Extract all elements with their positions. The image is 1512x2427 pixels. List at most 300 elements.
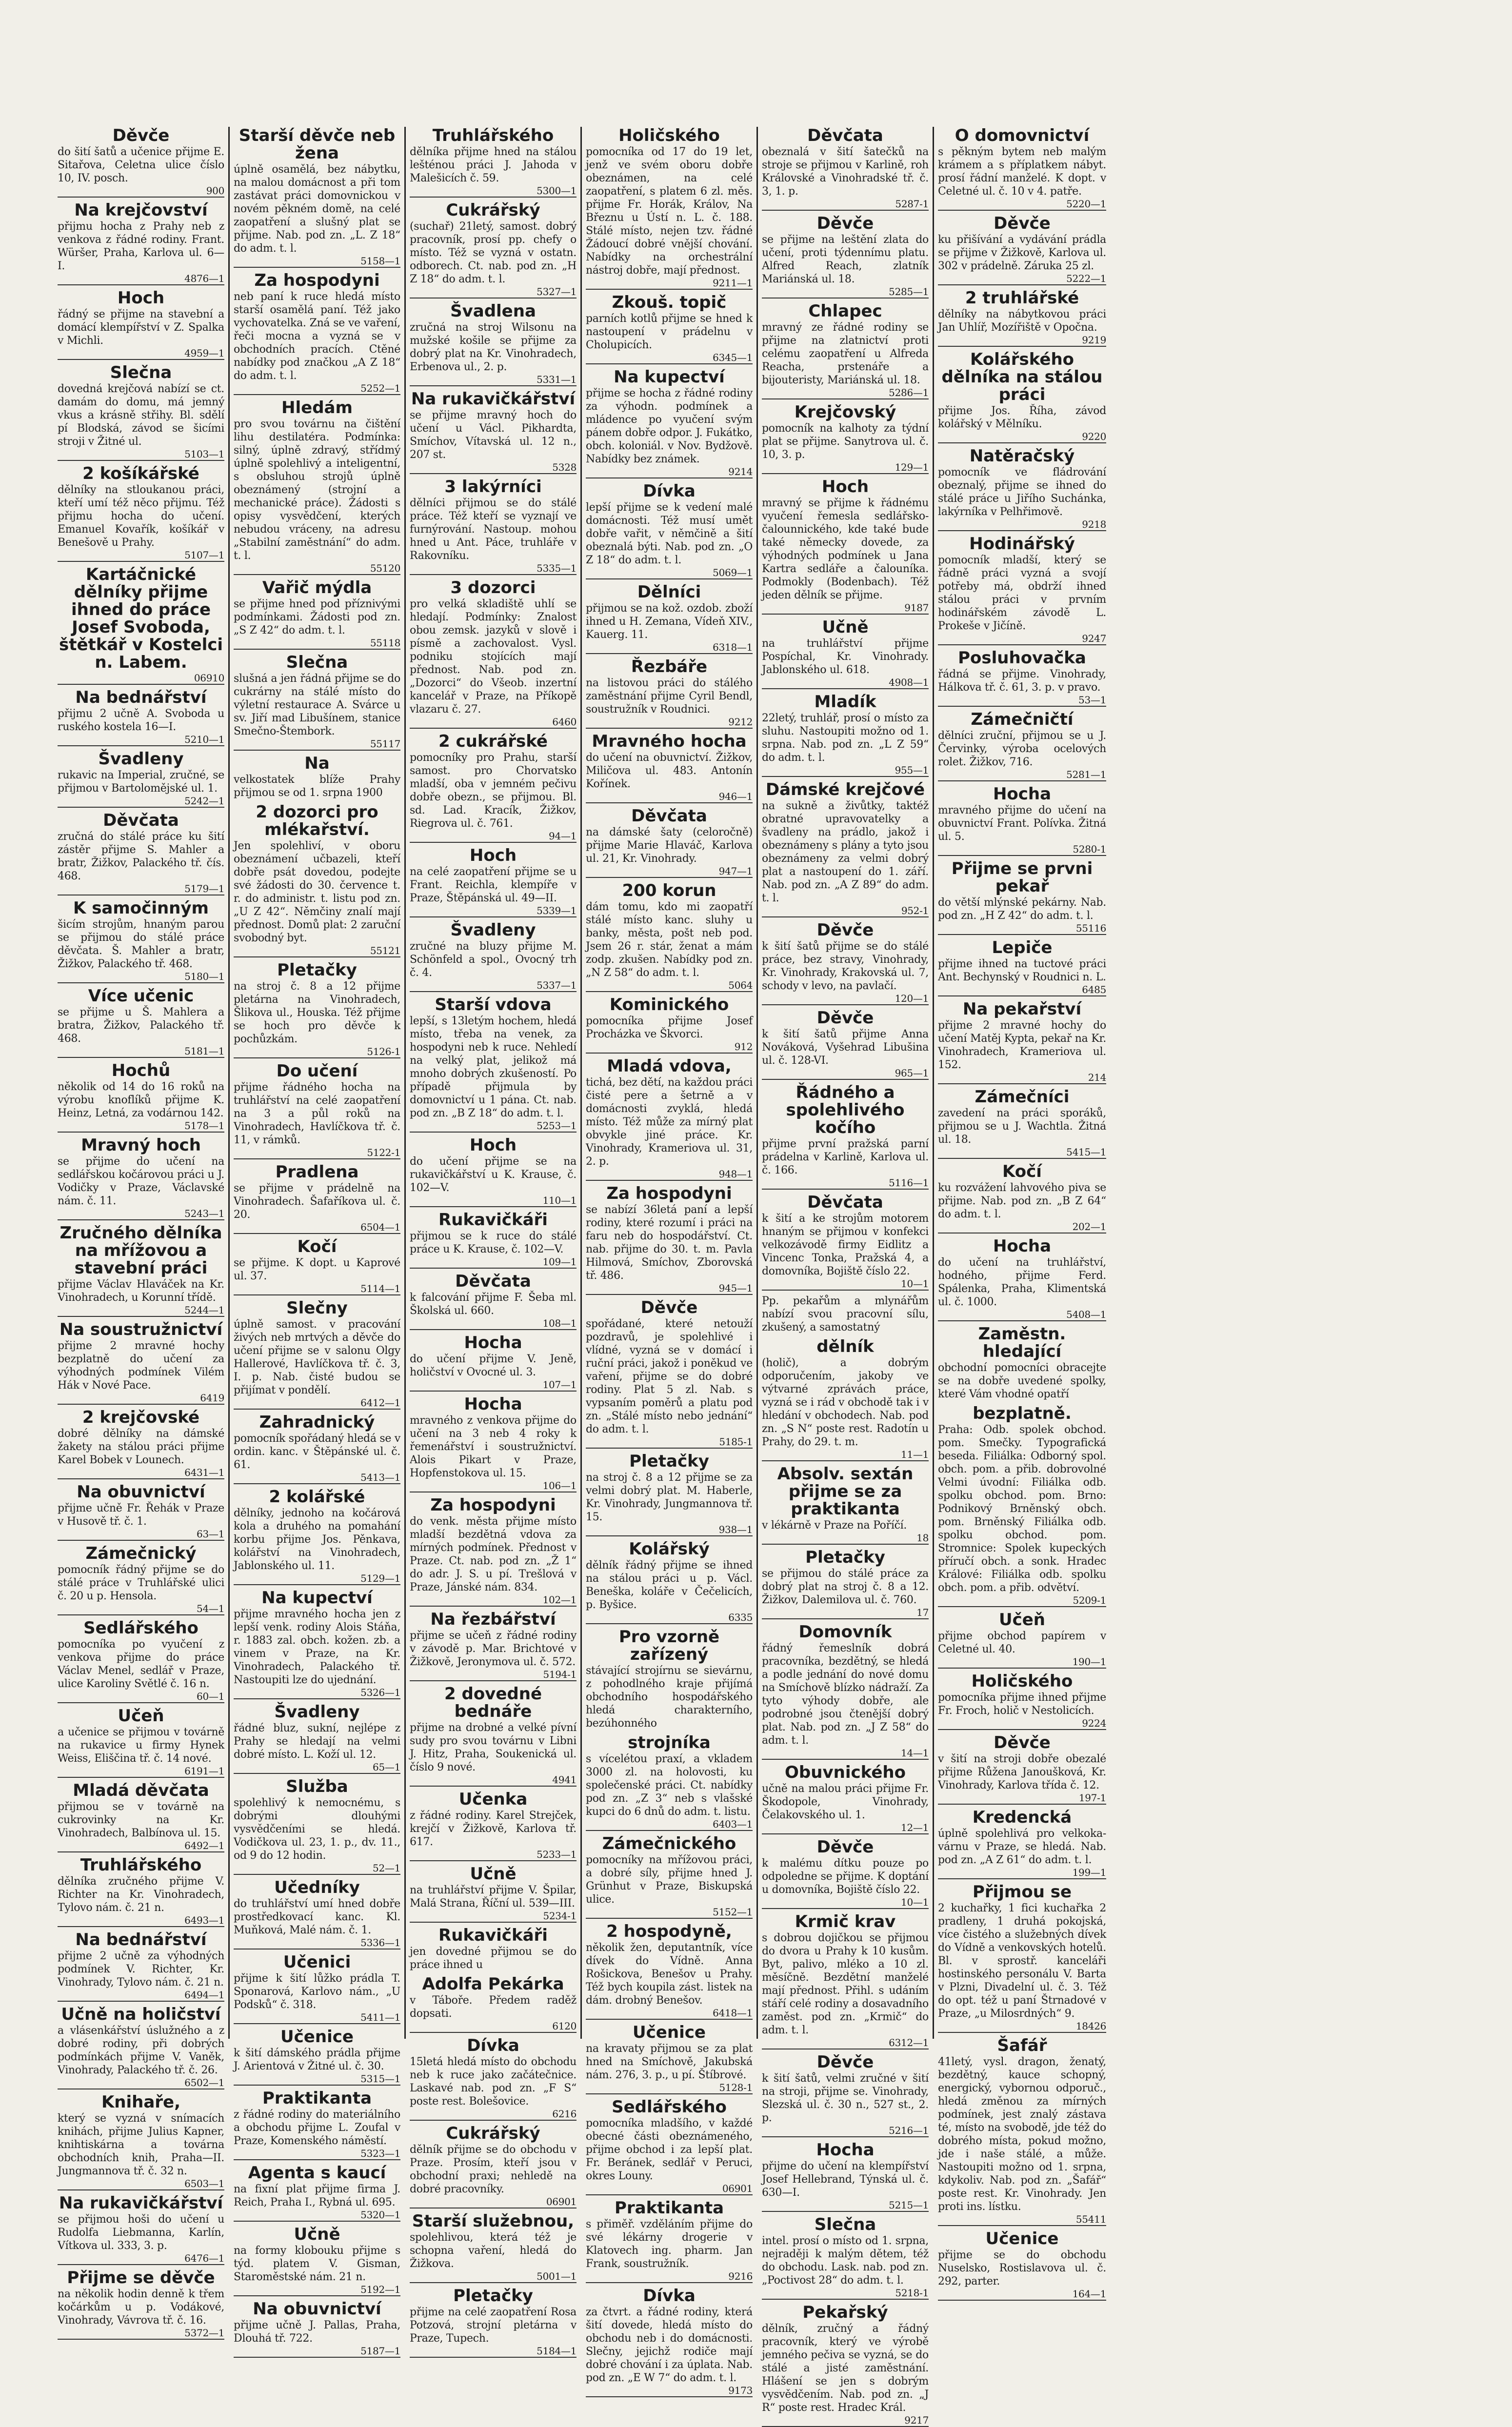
ad-text: do větší mlýnské pekárny. Nab. pod zn. „H Z 42“ do adm. t. l. <box>938 896 1106 922</box>
ad-code: 6476—1 <box>58 2252 224 2265</box>
ad-title: Kredencká <box>972 1808 1072 1827</box>
ad-title: Praktikanta <box>262 2089 372 2108</box>
ad-title: 3 lakýrníci <box>444 477 542 497</box>
ad-title: Na řezbářství <box>430 1610 556 1629</box>
classified-ad <box>586 1734 753 1831</box>
classified-ad <box>762 2141 929 2212</box>
ad-text: na dámské šaty (celoročně) přijme Marie Hlaváč, Karlova ul. 21, Kr. Vinohrady. <box>586 826 753 865</box>
ad-code: 6503—1 <box>58 2178 224 2190</box>
ad-text: přijmou se na kož. ozdob. zboží ihned u H. Zemana, Vídeň XIV., Kauerg. 11. <box>586 602 753 641</box>
classified-ad <box>762 1338 929 1461</box>
ad-text: zavedení na práci sporáků, přijmou se u J. Wachtla. Žitná ul. 18. <box>938 1107 1106 1146</box>
ad-title: Přijmou se <box>972 1882 1072 1902</box>
classified-ad <box>58 1545 224 1615</box>
ad-text: dělníky na nábytkovou práci Jan Uhlíř, Mozířiště v Opočna. <box>938 308 1106 334</box>
ad-code: 5337—1 <box>410 979 577 992</box>
classified-ad <box>410 1211 577 1269</box>
ad-title: K samočinným <box>73 898 209 918</box>
ad-text: dovedná krejčová nabízí se ct. damám do domu, má jemný vkus a krásně střihy. Bl. sdělí pí Blodská, závod se šicími stroji v Žitné ul. <box>58 383 224 448</box>
classified-ad <box>762 921 929 1005</box>
ad-code: 14—1 <box>762 1747 929 1760</box>
ad-text: přijme do učení na klempířství Josef Hellebrand, Týnská ul. č. 630—I. <box>762 2160 929 2199</box>
ad-text: lepší, s 13letým hochem, hledá místo, třeba na venek, za hospodyni neb k ruce. Nehledí na velký plat, jelikož má mnoho dobrých zkušeností. Po případě přijmula by domovnictví u 1 pána. Ct. nab. pod zn. „B Z 18“ do adm. t. l. <box>410 1015 577 1119</box>
ad-text: dělníky, jednoho na kočárová kola a druhého na pomahání korbu přijme Jos. Pěnkava, kolářství na Vinohradech, Jablonského ul. 11. <box>234 1507 400 1572</box>
ad-text: pomocníka přijme ihned přijme Fr. Froch, holič v Nestolicích. <box>938 1691 1106 1717</box>
ad-title: Učně na holičství <box>61 2005 221 2024</box>
ad-code: 10—1 <box>762 1278 929 1291</box>
ad-text: mravného z venkova přijme do učení na 3 neb 4 roky k řemenářství i soustružnictví. Alois Pikart v Praze, Hopfenstokova ul. 15. <box>410 1414 577 1479</box>
ad-code: 6485 <box>938 984 1106 996</box>
ad-text: přijme na drobné a velké pívní sudy pro svou továrnu v Libni J. Hitz, Praha, Soukenická ul. číslo 9 nové. <box>410 1722 577 1773</box>
ad-text: za čtvrt. a řádné rodiny, která šití dovede, hledá místo do obchodu neb i do domácnosti. Slečny, jejichž rodiče mají dobré chování i za úplata. Nab. pod zn. „E W 7“ do adm. t. l. <box>586 2306 753 2384</box>
classified-ad <box>234 579 400 650</box>
ad-code: 900 <box>58 185 224 198</box>
ad-text: na celé zaopatření přijme se u Frant. Reichla, klempíře v Praze, Štěpánská ul. 49—II. <box>410 866 577 904</box>
ad-text: do truhlářství umí hned dobře prostředkovací kanc. Kl. Muňková, Malé nám. č. 1. <box>234 1898 400 1936</box>
ad-text: dělníka zručného přijme V. Richter na Kr. Vinohradech, Tylovo nám. č. 21 n. <box>58 1875 224 1914</box>
ad-code: 6318—1 <box>586 641 753 654</box>
ad-code: 94—1 <box>410 830 577 843</box>
ad-code: 5320—1 <box>234 2209 400 2222</box>
ad-code: 9173 <box>586 2385 753 2397</box>
ad-code: 5114—1 <box>234 1283 400 1295</box>
ad-code: 5069—1 <box>586 567 753 579</box>
ad-code: 9217 <box>762 2414 929 2427</box>
ad-text: mravný ze řádné rodiny se přijme na zlatnictví proti celému zaopatření u Alfreda Reacha, prstenáře a bijouteristy, Mariánská ul. 18. <box>762 321 929 386</box>
classified-ad <box>58 201 224 285</box>
ad-code: 5242—1 <box>58 795 224 808</box>
ad-title: Hledám <box>281 398 353 418</box>
ad-text: přijme ihned na tuctové práci Ant. Bechynský v Roudnici n. L. <box>938 958 1106 983</box>
ad-text: přijme 2 učně za výhodných podmínek V. Richter, Kr. Vinohrady, Tylovo nám. č. 21 n. <box>58 1950 224 1989</box>
classified-ad <box>586 1835 753 1919</box>
classified-ad <box>410 2287 577 2358</box>
ad-title: Hoch <box>821 477 869 497</box>
classified-ad <box>234 2028 400 2086</box>
ad-text: z řádné rodiny do materiálního a obchodu přijme L. Zoufal v Praze, Komenského náměstí. <box>234 2109 400 2147</box>
classified-ad <box>938 939 1106 996</box>
ad-code: 5335—1 <box>410 562 577 575</box>
ad-code: 4941 <box>410 1774 577 1787</box>
ad-title: Hoch <box>117 288 165 308</box>
ad-code: 6191—1 <box>58 1765 224 1778</box>
ad-title: Učenici <box>283 1952 351 1972</box>
ad-text: přijme mravného hocha jen z lepší venk. rodiny Alois Stáňa, r. 1883 zal. obch. kožen. zb. a vinem v Praze, na Kr. Vinohradech, Palackého tř. Nastoupiti lze do ujednání. <box>234 1608 400 1686</box>
ad-code: 5209-1 <box>938 1594 1106 1607</box>
classified-ad <box>938 2230 1106 2301</box>
classified-ad <box>938 1809 1106 1879</box>
ad-title: Děvče <box>816 920 874 940</box>
ad-text: spořádané, které netouží pozdravů, je spolehlivé i vlídné, vyzná se v domácí i ruční práci, jakož i poněkud ve vaření, přijme se do dobré rodiny. Plat 5 zl. Nab. s vypsaním poměrů a platu pod zn. „Stálé místo nebo jednání“ do adm. t. l. <box>586 1318 753 1435</box>
ad-code: 6494—1 <box>58 1989 224 2002</box>
ad-code: 60—1 <box>58 1691 224 1703</box>
ad-text: přijme Jos. Říha, závod kolářský v Mělníku. <box>938 405 1106 430</box>
ad-text: 22letý, truhlář, prosí o místo za sluhu. Nastoupiti možno od 1. srpna. Nab. pod zn. „L Z 59“ do adm. t. l. <box>762 712 929 764</box>
ad-title: Učně <box>822 617 869 637</box>
classified-ad <box>58 1707 224 1778</box>
ad-text: k falcování přijme F. Šeba ml. Školská ul. 660. <box>410 1292 577 1317</box>
ad-column <box>54 126 230 2339</box>
ad-code: 107—1 <box>410 1379 577 1392</box>
ad-text: několik žen, deputantník, více dívek do Vídně. Anna Rošickova, Benešov u Prahy. Též bych koupila zást. listek na dám. drobný Benešov. <box>586 1942 753 2007</box>
classified-ad <box>586 2199 753 2283</box>
ad-code: 6412—1 <box>234 1397 400 1410</box>
ad-text: se nabízí 36letá paní a lepší rodiny, které rozumí i práci na faru neb do hospodářství. Ct. nab. přijme do 30. t. m. Pavla Hilmová, Smíchov, Zborovská tř. 486. <box>586 1204 753 1282</box>
classified-ad <box>58 1483 224 1541</box>
ad-title: Děvčata <box>807 126 883 145</box>
classified-ad <box>762 1764 929 1834</box>
ad-text: s dobrou dojičkou se přijmou do dvora u Prahy k 10 kusům. Byt, palivo, mléko a 10 zl. měsíčně. Bezdětní manželé mají přednost. Přihl. s udáním stáří celé rodiny a dosavadního zaměst. pod zn. „Krmič“ do adm. t. l. <box>762 1932 929 2036</box>
ad-title: Na obuvnictví <box>253 2299 381 2319</box>
classified-ad <box>938 1611 1106 1669</box>
ad-code: 9219 <box>938 334 1106 347</box>
classified-ad <box>762 1913 929 2049</box>
classified-ad <box>762 618 929 689</box>
ad-title: Šafář <box>997 2036 1047 2055</box>
classified-ad <box>58 689 224 746</box>
ad-text: mravného přijme do učení na obuvnictví Frant. Polívka. Žitná ul. 5. <box>938 804 1106 843</box>
ad-title: dělník <box>816 1337 874 1356</box>
ad-title: Řezbáře <box>631 657 708 676</box>
ad-title: bezplatně. <box>973 1404 1072 1423</box>
ad-title: Chlapec <box>808 301 882 321</box>
ad-text: zručná na stroj Wilsonu na mužské košile se přijme za dobrý plat na Kr. Vinohradech, Erbenova ul., 2. p. <box>410 321 577 373</box>
ad-code: 106—1 <box>410 1480 577 1492</box>
ad-title: Hoch <box>469 846 517 865</box>
ad-text: Pp. pekařům a mlynářům nabízí svou pracovní sílu, zkušený, a samostatný <box>762 1295 929 1333</box>
ad-title: Krejčovský <box>794 402 896 422</box>
classified-ad <box>586 2098 753 2195</box>
ad-title: Dámské krejčové <box>765 780 925 799</box>
ad-code: 12—1 <box>762 1822 929 1834</box>
ad-title: Slečna <box>286 653 348 672</box>
classified-ad <box>410 2037 577 2121</box>
classified-ad <box>586 2287 753 2397</box>
ad-code: 5287-1 <box>762 198 929 211</box>
ad-code: 5185-1 <box>586 1436 753 1449</box>
ad-text: k šití šatů přijme se do stálé práce, bez stravy, Vinohrady, Kr. Vinohrady, Krakovská ul. 7, schody v levo, na pavlačí. <box>762 940 929 992</box>
classified-ad <box>410 1975 577 2033</box>
ad-code: 55116 <box>938 922 1106 935</box>
ad-code: 18426 <box>938 2020 1106 2033</box>
ad-text: velkostatek blíže Prahy přijmou se od 1. srpna 1900 <box>234 774 400 799</box>
ad-code: 5233—1 <box>410 1849 577 1861</box>
classified-ad <box>234 1299 400 1410</box>
classified-ad <box>410 1611 577 1681</box>
ad-code: 952-1 <box>762 905 929 917</box>
ad-text: se přijme na leštění zlata do učení, proti týdennímu platu. Alfred Reach, zlatník Mariánská ul. 18. <box>762 234 929 285</box>
ad-title: Na kupectví <box>261 1588 373 1608</box>
ad-text: 15letá hledá místo do obchodu neb k ruce jako začátečnice. Laskavé nab. pod zn. „F S“ poste rest. Bolešovice. <box>410 2056 577 2108</box>
ad-title: Kočí <box>297 1237 337 1256</box>
classified-ad <box>234 1703 400 1774</box>
classified-ad <box>58 1931 224 2002</box>
ad-text: obchodní pomocníci obracejte se na dobře uvedené spolky, které Vám vhodné opatří <box>938 1362 1106 1400</box>
ad-text: pomocníka mladšího, v každé obecné části obeznámeného, přijme obchod i za lepší plat. Fr. Beránek, sedlář v Peruci, okres Louny. <box>586 2117 753 2182</box>
classified-ad <box>762 781 929 917</box>
ad-title: Mladá děvčata <box>73 1781 209 1800</box>
classified-ad <box>234 1413 400 1484</box>
ad-text: dobré dělníky na dámské žakety na stálou práci přijme Karel Bobek v Lounech. <box>58 1428 224 1466</box>
ad-text: přijme Václav Hlaváček na Kr. Vinohradech, u Korunní třídě. <box>58 1278 224 1304</box>
ad-code: 9211—1 <box>586 277 753 290</box>
ad-code: 9214 <box>586 466 753 478</box>
ad-text: obeznalá v šití šatečků na stroje se přijmou v Karlině, roh Královské a Vinohradské tř. č. 3, 1. p. <box>762 146 929 198</box>
classified-ad <box>938 1734 1106 1805</box>
classified-ad <box>58 812 224 895</box>
ad-text: Jen spolehliví, v oboru obeznámení učbazeli, kteří dobře psát dovedou, podejte své žádosti do 30. července t. r. do administr. t. listu pod zn. „U Z 42“. Němčiny znalí mají přednost. Domů plat: 2 zaruční svobodný byt. <box>234 840 400 944</box>
ad-text: (holič), a dobrým odporučením, jakoby ve výtvarné zprávách práce, vyzná se i rád v obchodě tak i v hledání v obchodech. Nab. pod zn. „S N“ poste rest. Radotín u Prahy, do 29. t. m. <box>762 1357 929 1448</box>
ad-title: Cukrářský <box>446 200 540 220</box>
ad-code: 912 <box>586 1041 753 1054</box>
ad-text: se přijme hned pod příznivými podmínkami. Žádosti pod zn. „S Z 42“ do adm. t. l. <box>234 598 400 637</box>
classified-ad <box>410 579 577 729</box>
ad-code: 6120 <box>410 2020 577 2033</box>
ad-text: přijmou se v továrně na cukrovinky na Kr. Vinohradech, Balbínova ul. 15. <box>58 1801 224 1839</box>
ad-title: Hocha <box>464 1333 522 1353</box>
ad-code: 199—1 <box>938 1867 1106 1879</box>
ad-text: spolehlivou, která též je schopna vaření, hledá do Žižkova. <box>410 2231 577 2270</box>
classified-ad <box>586 583 753 654</box>
ad-text: který se vyzná v snímacích knihách, přijme Julius Kapner, knihtiskárna a továrna obchodních knih, Praha—II. Jungmannova tř. č. 32 n. <box>58 2112 224 2177</box>
ad-title: Děvčata <box>807 1193 883 1212</box>
ad-code: 65—1 <box>234 1761 400 1774</box>
ad-text: několik od 14 do 16 roků na výrobu knoflíků přijme K. Heinz, Letná, za vodárnou 142. <box>58 1081 224 1119</box>
ad-title: Hocha <box>993 1236 1052 1256</box>
classified-ad <box>586 482 753 579</box>
ad-code: 6460 <box>410 716 577 729</box>
ad-title: Učenice <box>280 2027 354 2047</box>
ad-title: Slečna <box>814 2215 876 2234</box>
classified-ad <box>586 882 753 992</box>
classified-ad <box>938 649 1106 707</box>
ad-title: Adolfa Pekárka <box>422 1974 564 1994</box>
ad-code: 4876—1 <box>58 273 224 285</box>
ad-text: dám tomu, kdo mi zaopatří stálé místo kanc. sluhy u banky, města, pošt neb pod. Jsem 26 r. stár, ženat a mám zodp. zkušen. Nabídky pod zn. „N Z 58“ do adm. t. l. <box>586 901 753 979</box>
classified-ad <box>234 755 400 799</box>
ad-code: 9216 <box>586 2270 753 2283</box>
ad-code: 5103—1 <box>58 448 224 461</box>
ad-title: Hocha <box>816 2140 875 2160</box>
ad-title: Učeň <box>118 1706 164 1726</box>
ad-code: 54—1 <box>58 1603 224 1615</box>
ad-column <box>230 126 406 2357</box>
ad-title: Děvčata <box>631 806 707 826</box>
ad-text: Praha: Odb. spolek obchod. pom. Smečky. Typografická beseda. Filiálka: Odborný spol. obch. pom. a přib. dobrovolné Velmi úvodní: Filiálka odb. spolku obchod. pom. Brno: Podnikový Brněnský obch. pom. Brněnský Filiálka odb. spolku obchod. pom. Stromnice: Spolek kupeckých příručí obch. a sonk. Hradec Králové: Filiálka odb. spolku obch. pom. a přib. odvětví. <box>938 1424 1106 1594</box>
ad-code: 214 <box>938 1072 1106 1084</box>
ad-title: Kolářského dělníka na stálou práci <box>941 350 1103 404</box>
ad-text: dělníka přijme hned na stálou lešténou práci J. Jahoda v Malešicích č. 59. <box>410 146 577 184</box>
ad-title: Krmič krav <box>795 1912 896 1931</box>
classified-ad <box>586 1299 753 1449</box>
classified-ad <box>234 272 400 395</box>
ad-title: Na kupectví <box>614 367 725 387</box>
ad-code: 110—1 <box>410 1194 577 1207</box>
ad-title: Na <box>304 754 330 773</box>
classified-ads-page <box>54 126 1463 2426</box>
ad-title: Agenta s kaucí <box>248 2163 386 2183</box>
ad-text: zručná do stálé práce ku šití zástěr přijme S. Mahler a bratr, Žižkov, Palackého tř. čís. 468. <box>58 831 224 882</box>
classified-ad <box>586 1923 753 2020</box>
ad-title: Absolv. sextán přijme se za praktikanta <box>777 1464 914 1519</box>
ad-code: 5326—1 <box>234 1687 400 1699</box>
ad-title: O domovnictví <box>955 126 1090 145</box>
ad-text: úplně samost. v pracování živých neb mrtvých a děvče do učení přijme se v salonu Olgy Hallerové, Havlíčkova tř. č. 3, I. p. Nab. čisté budou se přijímat v pondělí. <box>234 1318 400 1396</box>
ad-text: přijme učně Fr. Řehák v Praze v Husově tř. č. 1. <box>58 1502 224 1528</box>
classified-ad <box>586 294 753 364</box>
ad-text: na truhlářství přijme V. Špilar, Malá Strana, Říční ul. 539—III. <box>410 1884 577 1910</box>
ad-text: k šití a ke strojům motorem hnaným se přijmou v konfekci velkozávodě firmy Eidlitz a Vincenc Tonka, Pražská 4, a domovníka, Bojiště číslo 22. <box>762 1213 929 1277</box>
ad-title: Učně <box>294 2225 340 2244</box>
ad-title: Holičského <box>971 1671 1073 1691</box>
ad-code: 5339—1 <box>410 905 577 917</box>
ad-code: 9187 <box>762 602 929 615</box>
ad-title: Holičského <box>618 126 720 145</box>
ad-text: s vícelétou praxí, a vkladem 3000 zl. na holovosti, ku společenské práci. Ct. nabídky pod zn. „Z 3“ neb s vlašské kupci do 6 dnů do adm. t. listu. <box>586 1753 753 1818</box>
classified-ad <box>410 2212 577 2283</box>
classified-ad <box>586 2024 753 2094</box>
ad-text: dělníky na stloukanou práci, kteří umí též něco přijmu. Též přijmu hocha do učení. Emanuel Kovařík, košíkář v Benešově u Prahy. <box>58 484 224 549</box>
ad-code: 947—1 <box>586 865 753 878</box>
classified-ad <box>234 961 400 1058</box>
ad-title: Rukavičkáři <box>438 1926 548 1945</box>
ad-text: úplně osamělá, bez nábytku, na malou domácnost a při tom zastávat práci domovnickou v novém pěkném domě, na celé zaopatření a slušný plat se přijme. Nab. pod zn. „L. Z 18“ do adm. t. l. <box>234 163 400 255</box>
ad-code: 9247 <box>938 633 1106 645</box>
ad-code: 5285—1 <box>762 286 929 298</box>
ad-text: dělníci přijmou se do stálé práce. Též kteří se vyznají ve furnýrování. Nastoup. mohou hned u Ant. Páce, truhláře v Rakovníku. <box>410 497 577 562</box>
classified-ad <box>938 127 1106 211</box>
classified-ad <box>762 478 929 615</box>
ad-title: Truhlářského <box>80 1855 202 1875</box>
classified-ad <box>234 127 400 268</box>
ad-code: 945—1 <box>586 1282 753 1295</box>
ad-title: 2 dozorci pro mlékařství. <box>256 802 378 839</box>
ad-text: jen dovedné přijmou se do práce ihned u <box>410 1946 577 1971</box>
ad-code: 55411 <box>938 2213 1106 2226</box>
ad-title: Dívka <box>643 481 696 501</box>
ad-code: 52—1 <box>234 1862 400 1875</box>
ad-text: pro svou továrnu na čištění lihu destilatéra. Podmínka: silný, úplně zdravý, střídmý úplně spolehlivý a inteligentní, s obsluhou strojů úplně obeznámený (strojní a mechanické práce). Žádosti s opisy vysvědčení, kterých nebudou vráceny, na adresu „Stabilní zaměstnání“ do adm. t. l. <box>234 418 400 562</box>
classified-ad <box>58 1136 224 1220</box>
classified-ad <box>762 1549 929 1619</box>
ad-title: Děvčata <box>103 811 179 830</box>
ad-title: 2 hospodyně, <box>606 1922 732 1941</box>
ad-text: (suchař) 21letý, samost. dobrý pracovník, prosí pp. chefy o místo. Též se vyzná v ostatn. odborech. Ct. nab. pod zn. „H Z 18“ do adm. t. l. <box>410 220 577 285</box>
classified-ad <box>410 847 577 917</box>
ad-code: 6345—1 <box>586 352 753 364</box>
ad-code: 9218 <box>938 518 1106 531</box>
classified-ad <box>762 215 929 298</box>
classified-ad <box>586 1185 753 1295</box>
ad-title: Pradlena <box>275 1162 359 1182</box>
ad-code: 6502—1 <box>58 2077 224 2089</box>
ad-code: 4908—1 <box>762 676 929 689</box>
ad-code: 5252—1 <box>234 382 400 395</box>
ad-text: na několik hodin denně k třem kočárkům u p. Vodákové, Vinohrady, Vávrova tř. č. 16. <box>58 2288 224 2327</box>
ad-title: Sedlářského <box>83 1618 199 1638</box>
classified-ad <box>234 2226 400 2296</box>
ad-text: pomocník ve fládrování obeznalý, přijme se ihned do stálé práce u Jiřího Suchánka, lakýrníka v Pelhřimově. <box>938 466 1106 518</box>
ad-title: Učně <box>470 1864 517 1884</box>
classified-ad <box>58 566 224 685</box>
ad-title: Hodinářský <box>969 534 1075 554</box>
ad-title: Švadlena <box>450 301 536 321</box>
ad-code: 5152—1 <box>586 1906 753 1919</box>
classified-ad <box>586 127 753 290</box>
ad-title: Natěračský <box>969 446 1075 466</box>
ad-text: v lékárně v Praze na Poříčí. <box>762 1519 907 1532</box>
ad-title: Na soustružnictví <box>59 1320 223 1339</box>
classified-ad <box>410 1865 577 1923</box>
ad-text: v šití na stroji dobře obezalé přijme Růžena Janoušková, Kr. Vinohrady, Karlova třída č. 12. <box>938 1753 1106 1791</box>
ad-text: z řádné rodiny. Karel Strejček, krejčí v Žižkově, Karlova tř. 617. <box>410 1810 577 1848</box>
ad-text: tichá, bez dětí, na každou práci čisté pere a šetrně a v domácnosti zvyklá, hledá místo. Též může za mírný plat obvykle jiné práce. Kr. Vinohrady, Krameriova ul. 31, 2. p. <box>586 1076 753 1168</box>
classified-ad <box>586 1452 753 1536</box>
ad-column <box>934 126 1110 2300</box>
ad-title: Na krejčovství <box>74 200 208 220</box>
ad-text: pomocník mladší, který se řádně práci vyzná a svojí potřeby má, obdrží ihned stálou práci v prvním hodinářském závodě L. Prokeše v Jičíně. <box>938 554 1106 632</box>
classified-ad <box>762 302 929 399</box>
classified-ad <box>234 1589 400 1699</box>
ad-code: 5222—1 <box>938 273 1106 285</box>
ad-code: 5336—1 <box>234 1937 400 1950</box>
ad-text: pomocník spořádaný hledá se v ordin. kanc. v Štěpánské ul. č. 61. <box>234 1432 400 1471</box>
ad-code: 6312—1 <box>762 2037 929 2049</box>
ad-code: 63—1 <box>58 1528 224 1541</box>
ad-text: přijme se učeň z řádné rodiny v závodě p. Mar. Brichtové v Žižkově, Jeronymova ul. č. 572. <box>410 1630 577 1668</box>
classified-ad <box>410 390 577 474</box>
classified-ad <box>410 1273 577 1330</box>
ad-title: 200 korun <box>622 881 716 900</box>
ad-title: Pletačky <box>277 960 357 980</box>
classified-ad <box>58 1321 224 1405</box>
ad-text: přijme učně J. Pallas, Praha, Dlouhá tř. 722. <box>234 2319 400 2345</box>
ad-text: přijme na celé zaopatření Rosa Potzová, strojní pletárna v Praze, Tupech. <box>410 2306 577 2345</box>
classified-ad <box>586 1057 753 1181</box>
ad-code: 965—1 <box>762 1067 929 1080</box>
classified-ad <box>410 1685 577 1787</box>
ad-code: 202—1 <box>938 1221 1106 1233</box>
ad-code: 5192—1 <box>234 2284 400 2296</box>
ad-title: Učenka <box>458 1790 528 1809</box>
ad-code: 5210—1 <box>58 734 224 746</box>
ad-code: 55117 <box>234 738 400 751</box>
ad-text: přijmu hocha z Prahy neb z venkova z řádné rodiny. Frant. Würšer, Praha, Karlova ul. 6—I. <box>58 220 224 272</box>
ad-code: 17 <box>762 1607 929 1619</box>
classified-ad <box>938 1000 1106 1084</box>
ad-text: intel. prosí o místo od 1. srpna, nejraději k malým dětem, též do obchodu. Lask. nab. pod zn. „Poctivost 28“ do adm. t. l. <box>762 2235 929 2287</box>
ad-title: 2 kolářské <box>269 1487 365 1507</box>
ad-title: Děvče <box>640 1298 698 1317</box>
ad-title: Dívka <box>643 2286 696 2306</box>
ad-code: 5178—1 <box>58 1120 224 1133</box>
classified-ad <box>938 289 1106 347</box>
ad-code: 5218-1 <box>762 2287 929 2300</box>
ad-code: 55120 <box>234 562 400 575</box>
ad-title: Rukavičkáři <box>438 1210 548 1230</box>
ad-text: do venk. města přijme místo mladší bezdětná vdova za mírných podmínek. Přednost v Praze. Ct. nab. pod zn. „Ž 1“ do adr. J. S. u pí. Trešlová v Praze, Jánské nám. 834. <box>410 1515 577 1593</box>
classified-ad <box>938 215 1106 285</box>
ad-text: pomocník řádný přijme se do stálé práce v Truhlářské ulici č. 20 u p. Hensola. <box>58 1564 224 1602</box>
ad-code: 6431—1 <box>58 1467 224 1479</box>
ad-text: v Táboře. Předem raděž dopsati. <box>410 1994 577 2020</box>
classified-ad <box>58 364 224 461</box>
ad-code: 5408—1 <box>938 1309 1106 1321</box>
ad-text: parních kotlů přijme se hned k nastoupení v prádelnu v Cholupicích. <box>586 313 753 351</box>
ad-text: na formy klobouku přijme s týd. platem V. Gisman, Staroměstské nám. 21 n. <box>234 2245 400 2283</box>
classified-ad <box>234 1062 400 1159</box>
ad-text: přijmou se k ruce do stálé práce u K. Krause, č. 102—V. <box>410 1230 577 1255</box>
